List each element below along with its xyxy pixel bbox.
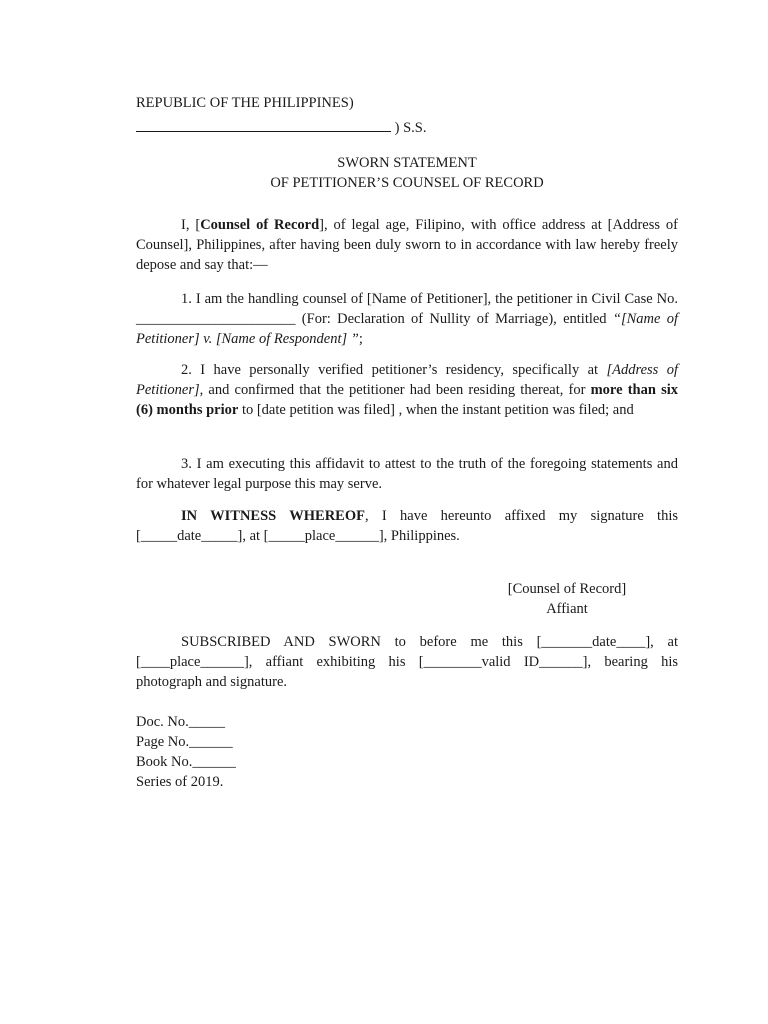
venue-republic: REPUBLIC OF THE PHILIPPINES)	[136, 95, 354, 111]
para2-text-2: , and confirmed that the petitioner had been residing thereat, for	[199, 382, 591, 398]
intro-text-2: ], of legal age, Filipino, with office address at [Address of Counsel], Philippines, after having been duly sworn to in accordance with law hereby freely depose and say that:—	[136, 217, 678, 273]
jurat-text-2: ], at [	[136, 634, 678, 670]
jurat-paragraph	[136, 632, 678, 692]
para3-text: 3. I am executing this affidavit to attest to the truth of the foregoing statements and for whatever legal purpose this may serve.	[136, 456, 678, 492]
title-line-2: OF PETITIONER’S COUNSEL OF RECORD	[270, 175, 544, 191]
series-year: Series of 2019.	[136, 774, 224, 790]
venue-blank	[136, 117, 391, 132]
witness-date-blank: _____date_____	[140, 528, 238, 544]
para1-text-1: 1. I am the handling counsel of [Name of Petitioner], the petitioner in Civil Case No.	[181, 291, 678, 307]
jurat-id-blank: ________valid ID______	[423, 654, 583, 670]
paragraph-3	[136, 454, 678, 494]
para2-text-1: 2. I have personally verified petitioner’s residency, specifically at	[181, 362, 607, 378]
witness-place-blank: _____place______	[268, 528, 379, 544]
intro-text-1: I, [	[181, 217, 201, 233]
civil-case-blank: ______________________	[136, 311, 296, 327]
case-title: “[Name of Petitioner] v. [Name of Respondent] ”	[136, 311, 678, 347]
jurat-text-4: ], bearing his photograph and signature.	[136, 654, 679, 690]
witness-paragraph	[136, 506, 678, 546]
paragraph-1	[136, 289, 678, 349]
document-title	[136, 153, 678, 193]
witness-text-3: ], Philippines.	[378, 528, 460, 544]
witness-text-1: , I have hereunto affixed my signature this [	[136, 508, 678, 544]
notarial-register	[136, 712, 236, 792]
page-number: Page No.______	[136, 734, 233, 750]
jurat-text-3: ], affiant exhibiting his [	[243, 654, 424, 670]
title-line-1: SWORN STATEMENT	[337, 155, 477, 171]
residency-period: more than six (6) months prior	[136, 382, 678, 418]
petitioner-address: [Address of Petitioner]	[136, 362, 678, 398]
book-number: Book No.______	[136, 754, 236, 770]
signature-block	[487, 579, 647, 619]
venue-ss-line	[136, 117, 426, 137]
affiant-role: Affiant	[546, 601, 588, 617]
jurat-text-1: SUBSCRIBED AND SWORN to before me this [	[181, 634, 542, 650]
jurat-place-blank: ____place______	[140, 654, 244, 670]
para1-text-2: (For: Declaration of Nullity of Marriage), entitled	[295, 311, 613, 327]
para1-text-3: ;	[358, 331, 363, 347]
affiant-name: [Counsel of Record]	[507, 581, 627, 597]
jurat-date-blank: _______date____	[541, 634, 646, 650]
counsel-name: Counsel of Record	[200, 217, 320, 233]
paragraph-2	[136, 360, 678, 420]
witness-text-2: ], at [	[237, 528, 269, 544]
intro-paragraph	[136, 215, 678, 275]
doc-number: Doc. No._____	[136, 714, 226, 730]
venue-ss: ) S.S.	[394, 120, 427, 136]
witness-heading: IN WITNESS WHEREOF	[181, 508, 365, 524]
para2-text-3: to [date petition was filed] , when the instant petition was filed; and	[238, 402, 634, 418]
